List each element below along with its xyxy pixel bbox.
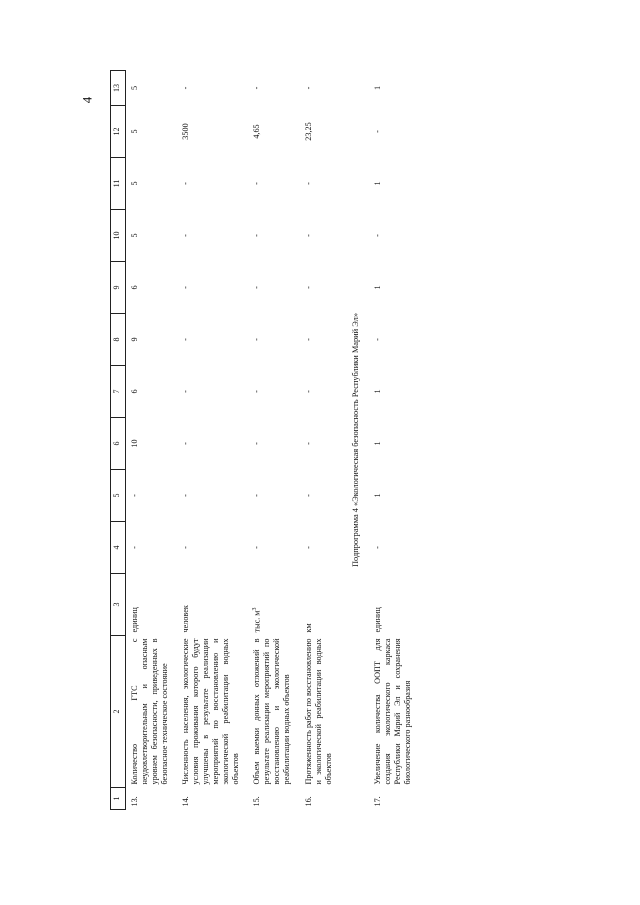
indicator-name: Количество ГТС с неудовлетворительным и опасным уровнем безопасности, приведенных в безопасное техническое состояние	[130, 638, 169, 785]
unit-cell: единиц	[373, 607, 383, 633]
subprogram-row	[341, 71, 369, 810]
value-cell: 1	[373, 85, 383, 91]
value-cell: -	[252, 338, 262, 341]
value-cell: 1	[373, 285, 383, 290]
value-cell: -	[252, 546, 262, 549]
value-cell: -	[303, 494, 313, 497]
value-cell: -	[303, 182, 313, 185]
unit-cell	[248, 574, 299, 636]
value-cell: -	[252, 182, 262, 185]
value-cell: 1	[373, 441, 383, 446]
unit-cell: человек	[181, 605, 191, 633]
table-row	[177, 71, 248, 810]
value-cell: 4,65	[252, 124, 262, 139]
value-cell: -	[303, 390, 313, 393]
value-cell: 9	[130, 337, 139, 342]
column-header: 10	[111, 210, 126, 262]
table-row	[248, 71, 299, 810]
column-header: 8	[111, 314, 126, 366]
value-cell: -	[303, 286, 313, 289]
value-cell: -	[130, 546, 139, 549]
row-number: 15.	[252, 796, 262, 807]
row-number: 14.	[181, 796, 191, 807]
column-header: 11	[111, 158, 126, 210]
value-cell: 1	[373, 493, 383, 498]
value-cell: -	[252, 494, 262, 497]
column-header: 13	[111, 71, 126, 106]
page-number: 4	[79, 96, 95, 104]
value-cell: 1	[373, 181, 383, 186]
value-cell: -	[181, 546, 191, 549]
value-cell: -	[303, 338, 313, 341]
table-row	[126, 71, 178, 810]
value-cell: -	[303, 86, 313, 90]
value-cell: 6	[130, 285, 139, 290]
value-cell: -	[252, 390, 262, 393]
value-cell: -	[252, 86, 262, 90]
value-cell: 5	[130, 233, 139, 238]
value-cell: 5	[130, 85, 139, 91]
value-cell: 5	[130, 181, 139, 186]
column-header: 2	[111, 636, 126, 788]
row-number: 17.	[373, 796, 383, 807]
value-cell: -	[252, 286, 262, 289]
value-cell: -	[252, 442, 262, 445]
value-cell: 1	[373, 389, 383, 394]
rotated-sheet	[110, 75, 520, 810]
unit-superscript: 3	[252, 607, 259, 611]
value-cell: -	[252, 234, 262, 237]
value-cell: -	[303, 442, 313, 445]
value-cell: -	[130, 494, 139, 497]
value-cell: -	[373, 546, 383, 549]
value-cell: -	[181, 442, 191, 445]
table-header-row	[111, 71, 126, 810]
value-cell: 6	[130, 389, 139, 394]
column-header: 4	[111, 522, 126, 574]
row-number: 16.	[303, 796, 313, 807]
column-header: 12	[111, 106, 126, 158]
value-cell: 10	[130, 439, 139, 448]
unit-cell: км	[303, 623, 313, 633]
value-cell: 23,25	[303, 122, 313, 141]
column-header: 7	[111, 366, 126, 418]
value-cell: -	[373, 338, 383, 341]
value-cell: -	[373, 234, 383, 237]
value-cell: -	[303, 546, 313, 549]
value-cell: -	[303, 234, 313, 237]
indicator-name: Протяженность работ по восстановлению и экологической реабилитации водных объектов	[303, 638, 333, 785]
column-header: 1	[111, 788, 126, 810]
column-header: 3	[111, 574, 126, 636]
unit-text: тыс. м	[253, 610, 263, 633]
value-cell: -	[181, 390, 191, 393]
value-cell: -	[181, 286, 191, 289]
column-header: 9	[111, 262, 126, 314]
indicator-name: Увеличение количества ООПТ для создания экологического каркаса Республики Марий Эл и сохранения биологического разнообразия	[373, 638, 412, 785]
value-cell: 3500	[181, 123, 191, 140]
indicator-name: Объем выемки донных отложений в результате реализации мероприятий по восстановлению и экологической реабилитации водных объектов	[252, 638, 291, 785]
table-frame	[110, 75, 520, 810]
column-header: 6	[111, 418, 126, 470]
value-cell: -	[181, 86, 191, 90]
value-cell: -	[181, 494, 191, 497]
value-cell: -	[181, 182, 191, 185]
value-cell: -	[181, 338, 191, 341]
indicators-table	[110, 70, 421, 810]
value-cell: 5	[130, 129, 139, 134]
indicator-name: Численность населения, экологические условия проживания которого будут улучшены в результате реализации мероприятий по восстановлению и экологической реабилитации водных объектов	[181, 638, 240, 785]
table-row	[369, 71, 420, 810]
row-number: 13.	[130, 796, 139, 807]
column-header: 5	[111, 470, 126, 522]
table-row	[300, 71, 342, 810]
subprogram-title: Подпрограмма 4 «Экологическая безопасность Республики Марий Эл»	[351, 312, 361, 568]
value-cell: -	[181, 234, 191, 237]
value-cell: -	[373, 130, 383, 133]
unit-cell: единиц	[130, 607, 139, 633]
